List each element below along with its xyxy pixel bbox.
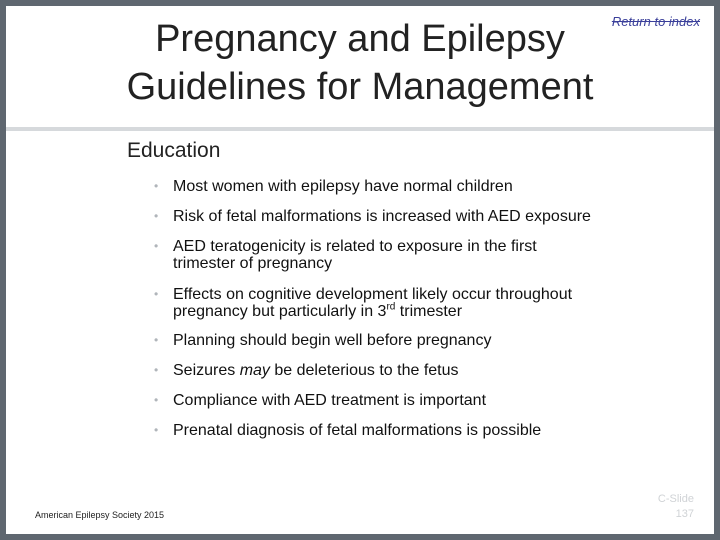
- bullet-text: Most women with epilepsy have normal children: [173, 178, 513, 195]
- bullet-dot-icon: •: [154, 333, 159, 347]
- slide-title-line-1: Pregnancy and Epilepsy: [155, 18, 565, 60]
- bullet-text: Planning should begin well before pregnancy: [173, 332, 492, 349]
- bullet-item: [154, 332, 674, 349]
- bullet-text: Prenatal diagnosis of fetal malformations is possible: [173, 422, 542, 439]
- bullet-dot-icon: •: [154, 287, 159, 301]
- bullet-item: [154, 238, 674, 272]
- bullet-dot-icon: •: [154, 363, 159, 377]
- slide-number-value: 137: [675, 508, 694, 520]
- bullet-text: AED teratogenicity is related to exposure in the first trimester of pregnancy: [173, 238, 537, 272]
- bullet-item: [154, 362, 674, 379]
- bullet-item: [154, 208, 674, 225]
- bullet-dot-icon: •: [154, 179, 159, 193]
- bullet-text-part: Effects on cognitive development likely occur throughout pregnancy but particularly in 3: [173, 286, 573, 320]
- bullet-dot-icon: •: [154, 209, 159, 223]
- bullet-item: [154, 392, 674, 409]
- bullet-item: [154, 178, 674, 195]
- ordinal-suffix: rd: [386, 301, 396, 313]
- bullet-text: Risk of fetal malformations is increased with AED exposure: [173, 208, 591, 225]
- bullet-item: [154, 422, 674, 439]
- section-heading: Education: [127, 139, 221, 162]
- bullet-text: [173, 286, 633, 320]
- footer-credit: American Epilepsy Society 2015: [35, 510, 165, 520]
- bullet-text-part: Seizures: [173, 362, 240, 379]
- slide-number: [634, 492, 694, 522]
- bullet-item: [154, 286, 674, 320]
- title-divider: [6, 127, 714, 131]
- bullet-text: [173, 362, 674, 379]
- bullet-text: Compliance with AED treatment is important: [173, 392, 487, 409]
- title-area: [6, 6, 714, 127]
- slide-title-line-2: Guidelines for Management: [126, 66, 594, 108]
- emphasis-text: may: [239, 362, 270, 379]
- bullet-text-part: be deleterious to the fetus: [269, 362, 459, 379]
- bullet-text-part: trimester: [395, 303, 463, 320]
- slide: [6, 6, 714, 534]
- slide-number-label: C-Slide: [657, 493, 694, 505]
- return-to-index-link[interactable]: Return to index: [611, 14, 700, 29]
- slide-title: [6, 15, 714, 111]
- bullet-dot-icon: •: [154, 393, 159, 407]
- bullet-dot-icon: •: [154, 423, 159, 437]
- bullet-dot-icon: •: [154, 239, 159, 253]
